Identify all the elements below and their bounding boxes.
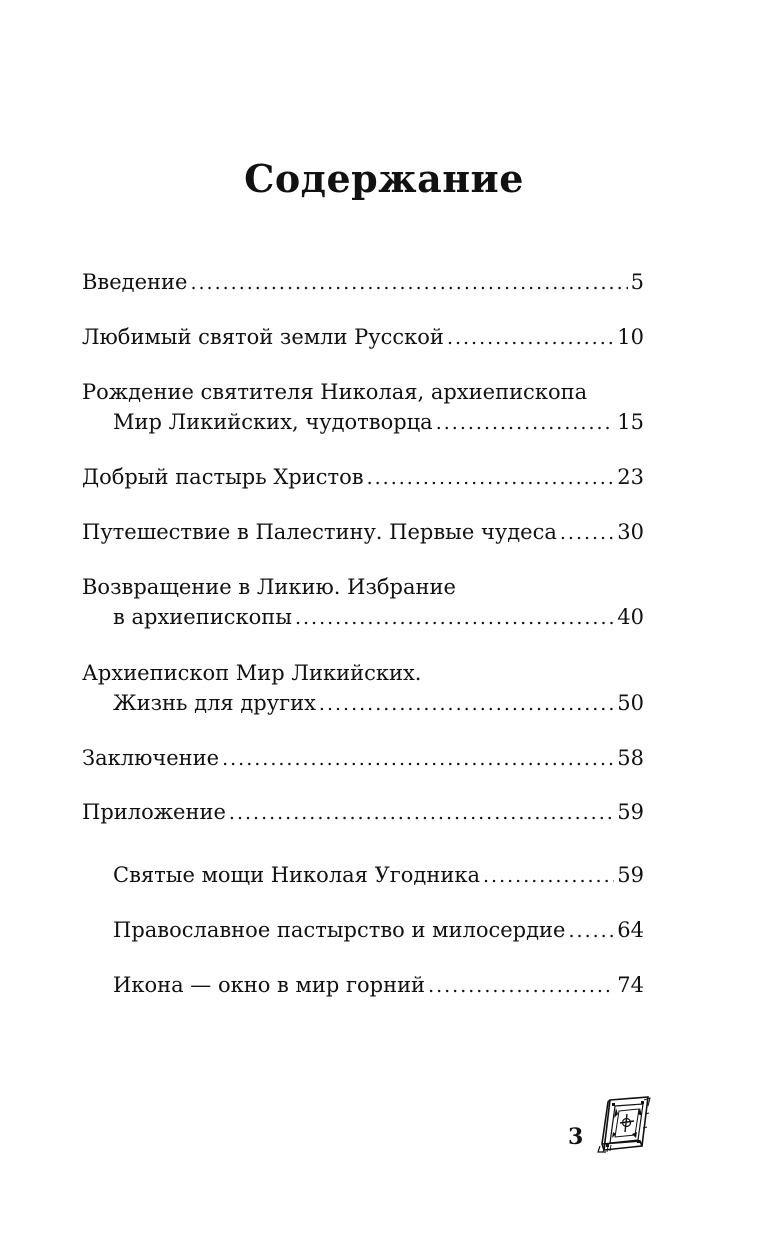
- toc-entry[interactable]: [82, 798, 644, 827]
- leader-dots: [560, 519, 614, 547]
- toc-entry-page: 30: [617, 520, 644, 544]
- toc-entry[interactable]: [82, 463, 644, 492]
- toc-entry-title: Заключение: [82, 746, 220, 770]
- toc-entry-title: Путешествие в Палестину. Первые чудеса: [82, 520, 557, 544]
- toc-entry-title: Икона — окно в мир горний: [113, 973, 426, 997]
- leader-dots: [483, 862, 614, 890]
- toc-entry-page: 50: [617, 691, 644, 715]
- toc-entry[interactable]: [82, 518, 644, 547]
- toc-entry[interactable]: [82, 744, 644, 773]
- page-number: 3: [568, 1124, 584, 1150]
- toc-entry-title: Жизнь для других: [113, 691, 316, 715]
- page-title: Содержание: [244, 156, 524, 201]
- toc-entry-page: 74: [617, 973, 644, 997]
- toc-entry[interactable]: [113, 689, 644, 718]
- book-icon: [596, 1094, 654, 1154]
- toc-entry-title: Святые мощи Николая Угодника: [113, 863, 480, 887]
- leader-dots: [222, 745, 614, 773]
- toc-entry[interactable]: [113, 603, 644, 632]
- toc-subentry[interactable]: [113, 971, 644, 1000]
- leader-dots: [229, 799, 614, 827]
- leader-dots: [436, 409, 615, 437]
- leader-dots: [295, 604, 614, 632]
- toc-entry-page: 10: [617, 325, 644, 349]
- toc-entry-title: в архиепископы: [113, 605, 292, 629]
- leader-dots: [428, 972, 614, 1000]
- toc-subentry[interactable]: [113, 861, 644, 890]
- toc-entry-title: Введение: [82, 270, 188, 294]
- leader-dots: [367, 464, 615, 492]
- toc-entry-page: 5: [630, 270, 644, 294]
- toc-entry-page: 15: [617, 410, 644, 434]
- leader-dots: [447, 324, 614, 352]
- toc-entry-page: 59: [617, 800, 644, 824]
- toc-entry-title: Добрый пастырь Христов: [82, 465, 364, 489]
- toc-entry-title-line1[interactable]: Возвращение в Ликию. Избрание: [82, 575, 456, 599]
- toc-entry-page: 40: [617, 605, 644, 629]
- toc-entry-title: Мир Ликийских, чудотворца: [113, 410, 433, 434]
- toc-entry-title: Любимый святой земли Русской: [82, 325, 444, 349]
- leader-dots: [568, 917, 614, 945]
- toc-entry-page: 23: [617, 465, 644, 489]
- leader-dots: [190, 269, 627, 297]
- toc-entry-title: Приложение: [82, 800, 226, 824]
- toc-entry-page: 64: [617, 918, 644, 942]
- toc-entry[interactable]: [113, 408, 644, 437]
- toc-entry-page: 59: [617, 863, 644, 887]
- toc-entry-title-line1[interactable]: Рождение святителя Николая, архиепископа: [82, 380, 588, 404]
- toc-subentry[interactable]: [113, 916, 644, 945]
- toc-entry[interactable]: [82, 268, 644, 297]
- toc-entry-page: 58: [617, 746, 644, 770]
- leader-dots: [319, 690, 614, 718]
- toc-entry[interactable]: [82, 323, 644, 352]
- toc-entry-title-line1[interactable]: Архиепископ Мир Ликийских.: [82, 661, 422, 685]
- toc-entry-title: Православное пастырство и милосердие: [113, 918, 566, 942]
